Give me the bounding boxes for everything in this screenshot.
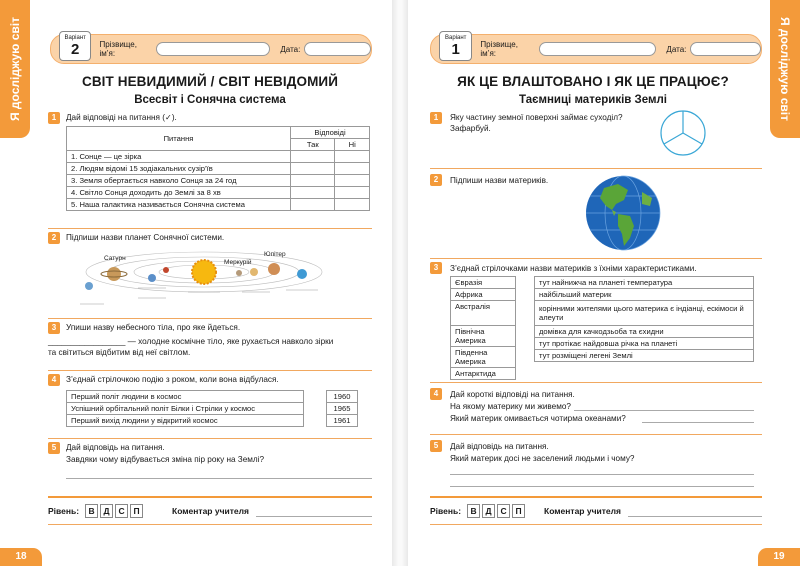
answer-line[interactable] — [450, 474, 754, 475]
teacher-comment-label: Коментар учителя — [172, 506, 249, 516]
table-row: 1965 — [327, 403, 358, 415]
book-gutter — [392, 0, 408, 566]
question-5-number: 5 — [430, 440, 442, 452]
level-selector — [48, 504, 143, 518]
table-row: Північна Америка — [451, 326, 516, 347]
divider — [430, 434, 762, 435]
table-row: Антарктида — [451, 368, 516, 380]
no-cell[interactable] — [335, 163, 370, 175]
variant-label: Варіант — [64, 35, 86, 41]
col-yes-header: Так — [291, 139, 335, 151]
question-5-text: Дай відповідь на питання. — [450, 442, 549, 451]
student-header — [50, 34, 372, 64]
variant-box — [59, 31, 91, 61]
question-5-number: 5 — [48, 442, 60, 454]
question-3-number: 3 — [430, 262, 442, 274]
question-3-continents-table — [450, 276, 516, 380]
question-2-text: Підпиши назви материків. — [450, 176, 549, 185]
date-field[interactable] — [304, 42, 371, 56]
yes-cell[interactable] — [291, 175, 335, 187]
level-option[interactable]: В — [85, 504, 98, 518]
table-row: Успішний орбітальний політ Білки і Стрілки у космос — [67, 403, 304, 415]
question-2-number: 2 — [48, 232, 60, 244]
table-row: Африка — [451, 289, 516, 301]
no-cell[interactable] — [335, 151, 370, 163]
col-answers-header: Відповіді — [291, 127, 370, 139]
table-row: 1961 — [327, 415, 358, 427]
yes-cell[interactable] — [291, 151, 335, 163]
planet-icon — [236, 270, 242, 276]
table-row: 2. Людям відомі 15 зодіакальних сузір’їв — [67, 163, 370, 175]
page-title: СВІТ НЕВИДИМИЙ / СВІТ НЕВІДОМИЙ — [81, 74, 339, 89]
table-row: корінними жителями цього материка є індіанці, ескімоси й алеути — [535, 301, 754, 326]
table-row: тут розміщені легені Землі — [535, 350, 754, 362]
divider — [430, 258, 762, 259]
left-page — [0, 0, 392, 566]
saturn-label: Сатурн — [104, 255, 126, 262]
question-4-text-2: На якому материку ми живемо? — [450, 402, 571, 411]
col-no-header: Ні — [335, 139, 370, 151]
table-row: Перший вихід людини у відкритий космос — [67, 415, 304, 427]
table-row: Південна Америка — [451, 347, 516, 368]
planet-icon — [148, 274, 156, 282]
question-1-text-2: Зафарбуй. — [450, 124, 491, 133]
teacher-comment-line[interactable] — [628, 516, 762, 517]
yes-cell[interactable] — [291, 187, 335, 199]
no-cell[interactable] — [335, 175, 370, 187]
answer-line[interactable] — [66, 478, 372, 479]
footer-line — [48, 496, 372, 498]
level-option[interactable]: П — [130, 504, 143, 518]
table-row: 4. Світло Сонця доходить до Землі за 8 хв — [67, 187, 370, 199]
variant-box — [439, 31, 472, 61]
jupiter-icon — [268, 263, 280, 275]
table-row: тут протікає найдовша річка на планеті — [535, 338, 754, 350]
mercury-label: Меркурій — [224, 259, 252, 266]
surname-field[interactable] — [539, 42, 657, 56]
level-option[interactable]: С — [115, 504, 128, 518]
table-row: найбільший материк — [535, 289, 754, 301]
planet-icon — [250, 268, 258, 276]
date-label: Дата: — [666, 44, 687, 54]
level-option[interactable]: В — [467, 504, 480, 518]
page-title: ЯК ЦЕ ВЛАШТОВАНО І ЯК ЦЕ ПРАЦЮЄ? — [457, 74, 729, 89]
page-number: 18 — [0, 548, 42, 566]
answer-line[interactable] — [450, 486, 754, 487]
yes-cell[interactable] — [291, 199, 335, 211]
level-label: Рівень: — [430, 506, 462, 516]
page-subtitle: Таємниці материків Землі — [518, 94, 667, 106]
table-row: 5. Наша галактика називається Сонячна система — [67, 199, 370, 211]
student-header — [430, 34, 762, 64]
surname-field[interactable] — [156, 42, 270, 56]
globe-icon — [584, 174, 662, 252]
question-5-text-2: Який материк досі не заселений людьми і чому? — [450, 454, 635, 463]
planet-icon — [163, 267, 169, 273]
question-3-line-1: _________________ — холодне космічне тіло, яке рухається навколо зірки — [48, 337, 334, 346]
footer-bottom-line — [430, 524, 762, 525]
col-question-header: Питання — [67, 127, 291, 151]
question-4-text: З’єднай стрілочкою подію з роком, коли вона відбулася. — [66, 375, 279, 384]
question-5-text: Дай відповідь на питання. — [66, 443, 165, 452]
question-1-number: 1 — [430, 112, 442, 124]
table-row: домівка для качкодзьоба та єхидни — [535, 326, 754, 338]
section-tab: Я досліджую світ — [0, 0, 30, 138]
answer-line[interactable] — [642, 422, 754, 423]
table-row: Євразія — [451, 277, 516, 289]
teacher-comment-label: Коментар учителя — [544, 506, 621, 516]
question-3-number: 3 — [48, 322, 60, 334]
teacher-comment-line[interactable] — [256, 516, 372, 517]
question-4-events-table — [66, 390, 304, 427]
question-1-text: Яку частину земної поверхні займає суходіл? — [450, 113, 623, 122]
question-4-text: Дай короткі відповіді на питання. — [450, 390, 575, 399]
right-page — [408, 0, 800, 566]
pie-circle-drawing[interactable] — [658, 108, 708, 158]
yes-cell[interactable] — [291, 163, 335, 175]
footer-line — [430, 496, 762, 498]
question-4-number: 4 — [48, 374, 60, 386]
no-cell[interactable] — [335, 187, 370, 199]
level-option[interactable]: П — [512, 504, 525, 518]
table-row: тут найнижча на планеті температура — [535, 277, 754, 289]
question-3-text: Упиши назву небесного тіла, про яке йдеться. — [66, 323, 241, 332]
saturn-icon — [101, 267, 127, 281]
variant-label: Варіант — [444, 35, 467, 41]
planet-icon — [85, 282, 93, 290]
question-1-text: Дай відповіді на питання (✓). — [66, 113, 177, 122]
level-selector — [430, 504, 525, 518]
question-2-text: Підпиши назви планет Сонячної системи. — [66, 233, 225, 242]
surname-label: Прізвище, ім’я: — [480, 40, 518, 58]
variant-number: 2 — [71, 41, 80, 58]
answer-line[interactable] — [574, 410, 754, 411]
date-label: Дата: — [280, 44, 301, 54]
page-number: 19 — [758, 548, 800, 566]
question-3-traits-table — [534, 276, 754, 362]
question-3-text: З’єднай стрілочками назви материків з їхніми характеристиками. — [450, 264, 697, 273]
table-row: Австралія — [451, 301, 516, 326]
question-4-text-3: Який материк омивається чотирма океанами? — [450, 414, 626, 423]
planet-icon — [297, 269, 307, 279]
table-row: 1960 — [327, 391, 358, 403]
table-row: 3. Земля обертається навколо Сонця за 24 год — [67, 175, 370, 187]
question-1-number: 1 — [48, 112, 60, 124]
question-5-text-2: Завдяки чому відбувається зміна пір року на Землі? — [66, 455, 265, 464]
question-4-years-table — [326, 390, 358, 427]
no-cell[interactable] — [335, 199, 370, 211]
footer-bottom-line — [48, 524, 372, 525]
solar-system-illustration — [74, 246, 324, 310]
question-2-number: 2 — [430, 174, 442, 186]
level-option[interactable]: Д — [100, 504, 113, 518]
question-3-line-2: та світиться відбитим від неї світлом. — [48, 348, 191, 357]
date-field[interactable] — [690, 42, 761, 56]
jupiter-label: Юпітер — [264, 251, 286, 258]
level-option[interactable]: С — [497, 504, 510, 518]
page-subtitle: Всесвіт і Сонячна система — [134, 94, 286, 106]
divider — [430, 382, 762, 383]
section-tab: Я досліджую світ — [770, 0, 800, 138]
sun-icon — [192, 260, 216, 284]
question-4-number: 4 — [430, 388, 442, 400]
divider — [48, 318, 372, 319]
variant-number: 1 — [451, 41, 460, 58]
table-row: Перший політ людини в космос — [67, 391, 304, 403]
divider — [430, 168, 762, 169]
divider — [48, 370, 372, 371]
surname-label: Прізвище, ім’я: — [99, 40, 137, 58]
divider — [48, 228, 372, 229]
divider — [48, 438, 372, 439]
level-option[interactable]: Д — [482, 504, 495, 518]
question-1-table — [66, 126, 370, 211]
level-label: Рівень: — [48, 506, 80, 516]
table-row: 1. Сонце — це зірка — [67, 151, 370, 163]
